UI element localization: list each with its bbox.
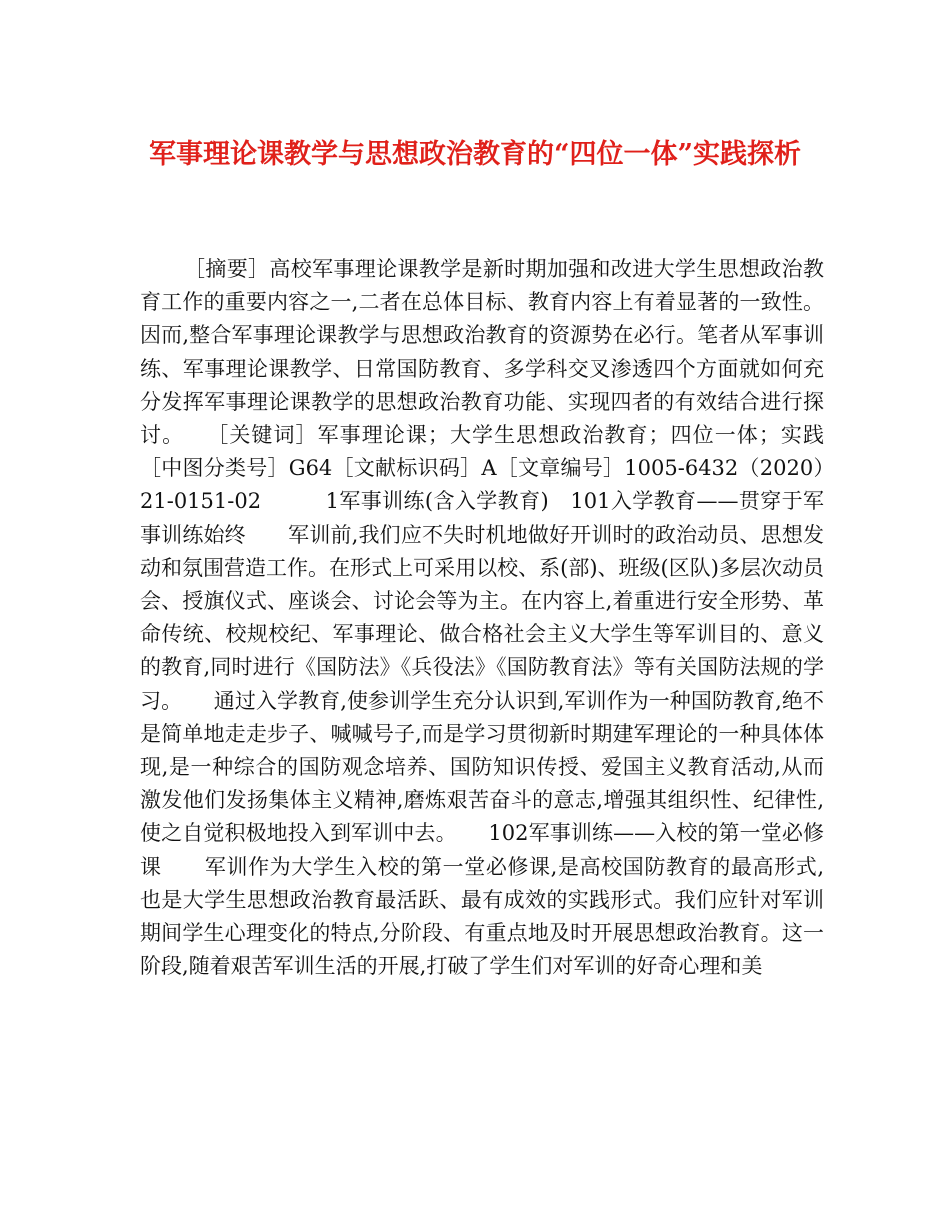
- document-body: ［摘要］高校军事理论课教学是新时期加强和改进大学生思想政治教育工作的重要内容之一,二者在总体目标、教育内容上有着显著的一致性。因而,整合军事理论课教学与思想政治教育的资源势在必行。笔者从军事训练、军事理论课教学、日常国防教育、多学科交叉渗透四个方面就如何充分发挥军事理论课教学的思想政治教育功能、实现四者的有效结合进行探讨。 ［关键词］军事理论课；大学生思想政治教育；四位一体；实践 ［中图分类号］G64［文献标识码］A［文章编号］1005-6432（2020）21-0151-02 1军事训练(含入学教育) 101入学教育——贯穿于军事训练始终 军训前,我们应不失时机地做好开训时的政治动员、思想发动和氛围营造工作。在形式上可采用以校、系(部)、班级(区队)多层次动员会、授旗仪式、座谈会、讨论会等为主。在内容上,着重进行安全形势、革命传统、校规校纪、军事理论、做合格社会主义大学生等军训目的、意义的教育,同时进行《国防法》《兵役法》《国防教育法》等有关国防法规的学习。 通过入学教育,使参训学生充分认识到,军训作为一种国防教育,绝不是简单地走走步子、喊喊号子,而是学习贯彻新时期建军理论的一种具体体现,是一种综合的国防观念培养、国防知识传授、爱国主义教育活动,从而激发他们发扬集体主义精神,磨炼艰苦奋斗的意志,增强其组织性、纪律性,使之自觉积极地投入到军训中去。 102军事训练——入校的第一堂必修课 军训作为大学生入校的第一堂必修课,是高校国防教育的最高形式,也是大学生思想政治教育最活跃、最有成效的实践形式。我们应针对军训期间学生心理变化的特点,分阶段、有重点地及时开展思想政治教育。这一阶段,随着艰苦军训生活的开展,打破了学生们对军训的好奇心理和美: [140, 257, 866, 979]
- document-title: 军事理论课教学与思想政治教育的“四位一体”实践探析: [148, 139, 802, 170]
